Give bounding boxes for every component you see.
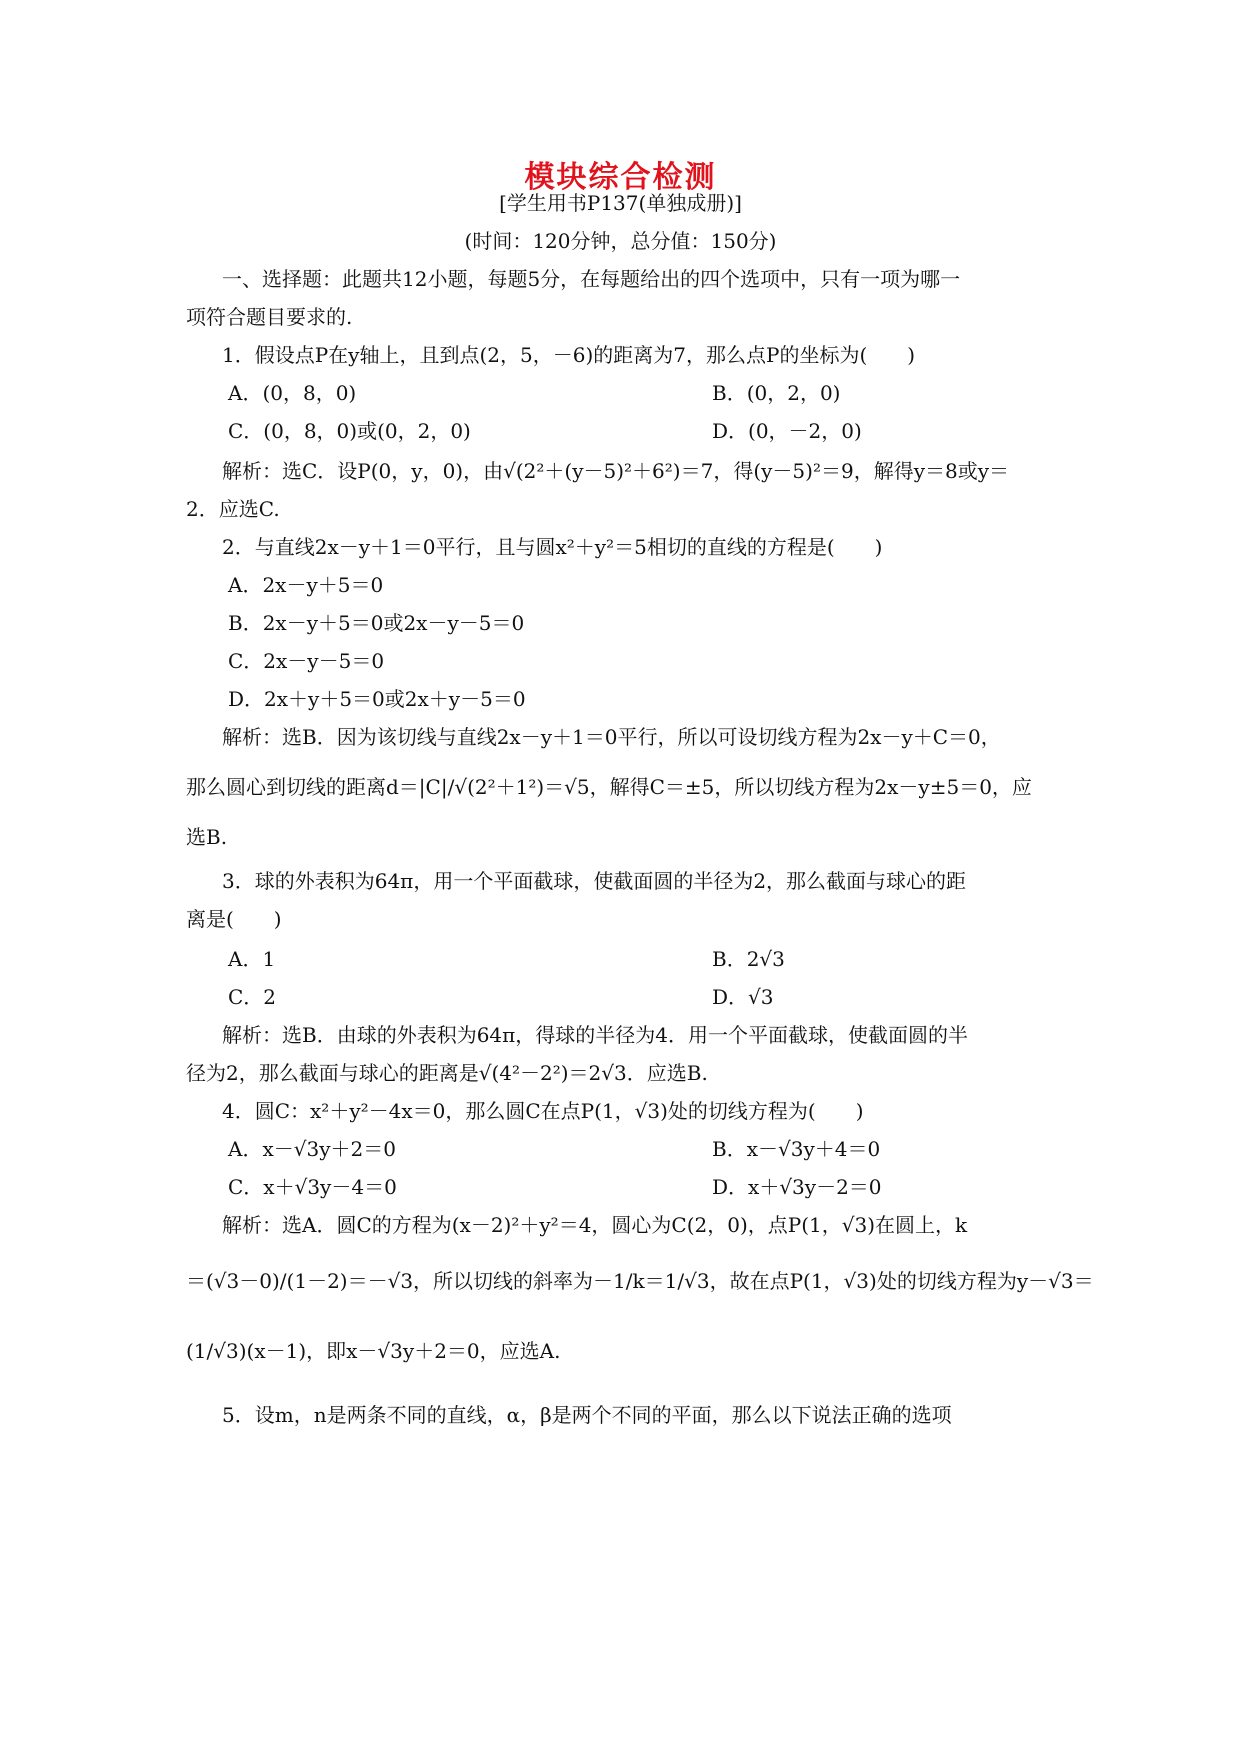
q4-solution-cont: ＝(√3－0)/(1－2)＝－√3，所以切线的斜率为－1/k＝1/√3，故在点P(1，√3)处的切线方程为y－√3＝ (186, 1269, 1094, 1293)
q4-solution: 解析：选A．圆C的方程为(x－2)²＋y²＝4，圆心为C(2，0)，点P(1，√3)在圆上，k (222, 1213, 968, 1237)
q2-option-a: A．2x－y＋5＝0 (228, 573, 384, 597)
source-note: [学生用书P137(单独成册)] (499, 191, 742, 215)
q1-solution: 解析：选C．设P(0，y，0)，由√(2²＋(y－5)²＋6²)＝7，得(y－5)²＝9，解得y＝8或y＝ (222, 459, 1010, 483)
q4-option-b: B．x－√3y＋4＝0 (712, 1137, 881, 1161)
q3-option-d: D．√3 (712, 985, 774, 1009)
q2-option-c: C．2x－y－5＝0 (228, 649, 385, 673)
question-3-stem: 3．球的外表积为64π，用一个平面截球，使截面圆的半径为2，那么截面与球心的距 (222, 869, 967, 893)
q1-solution-cont: 2．应选C. (186, 497, 280, 521)
q1-option-d: D．(0，－2，0) (712, 419, 862, 443)
page-title: 模块综合检测 (524, 160, 717, 195)
question-5-stem: 5．设m，n是两条不同的直线，α，β是两个不同的平面，那么以下说法正确的选项 (222, 1403, 952, 1427)
q4-option-c: C．x＋√3y－4＝0 (228, 1175, 397, 1199)
q1-option-c: C．(0，8，0)或(0，2，0) (228, 419, 471, 443)
q3-option-c: C．2 (228, 985, 277, 1009)
q2-option-d: D．2x＋y＋5＝0或2x＋y－5＝0 (228, 687, 526, 711)
q3-option-b: B．2√3 (712, 947, 785, 971)
q2-solution-end: 选B. (186, 825, 228, 849)
q3-solution-cont: 径为2，那么截面与球心的距离是√(4²－2²)＝2√3．应选B. (186, 1061, 708, 1085)
q2-solution-cont: 那么圆心到切线的距离d＝|C|/√(2²＋1²)＝√5，解得C＝±5，所以切线方程为2x－y±5＝0，应 (186, 775, 1032, 799)
question-1-stem: 1．假设点P在y轴上，且到点(2，5，－6)的距离为7，那么点P的坐标为( ) (222, 343, 916, 367)
q4-option-d: D．x＋√3y－2＝0 (712, 1175, 882, 1199)
question-3-stem-cont: 离是( ) (186, 907, 282, 931)
q2-option-b: B．2x－y＋5＝0或2x－y－5＝0 (228, 611, 525, 635)
q4-solution-end: (1/√3)(x－1)，即x－√3y＋2＝0，应选A. (186, 1339, 561, 1363)
q2-solution: 解析：选B．因为该切线与直线2x－y＋1＝0平行，所以可设切线方程为2x－y＋C＝0， (222, 725, 1001, 749)
q1-option-b: B．(0，2，0) (712, 381, 841, 405)
section-instruction: 一、选择题：此题共12小题，每题5分，在每题给出的四个选项中，只有一项为哪一 (222, 267, 961, 291)
q1-option-a: A．(0，8，0) (228, 381, 357, 405)
time-info: (时间：120分钟，总分值：150分) (464, 229, 777, 253)
q3-solution: 解析：选B．由球的外表积为64π，得球的半径为4．用一个平面截球，使截面圆的半 (222, 1023, 969, 1047)
section-instruction-cont: 项符合题目要求的. (186, 305, 353, 329)
question-4-stem: 4．圆C：x²＋y²－4x＝0，那么圆C在点P(1，√3)处的切线方程为( ) (222, 1099, 864, 1123)
q3-option-a: A．1 (228, 947, 276, 971)
question-2-stem: 2．与直线2x－y＋1＝0平行，且与圆x²＋y²＝5相切的直线的方程是( ) (222, 535, 883, 559)
q4-option-a: A．x－√3y＋2＝0 (228, 1137, 396, 1161)
